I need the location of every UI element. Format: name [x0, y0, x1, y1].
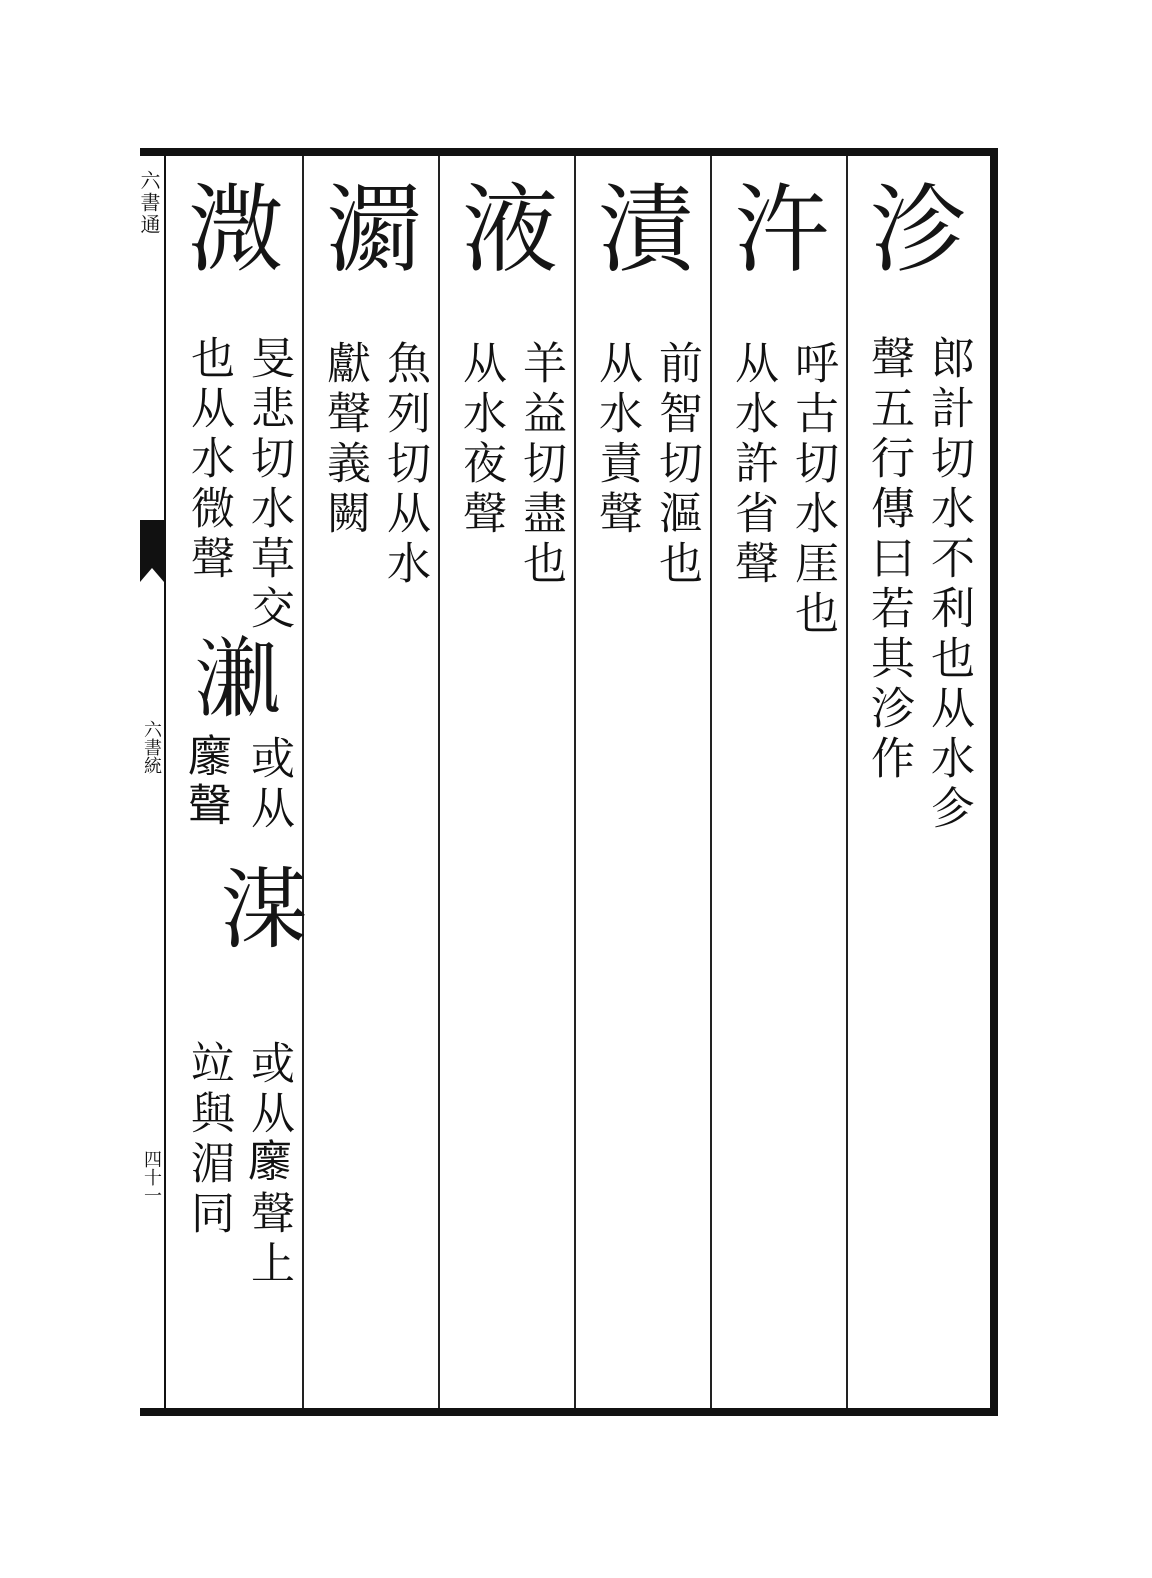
gloss-line: 呼古切水厓也 [787, 340, 838, 640]
gloss-line: 郎計切水不利也从水㐱 [923, 335, 974, 835]
frame-bottom-border [140, 1408, 998, 1416]
gloss-line: 羊益切盡也 [515, 340, 566, 590]
seal-head-character: 漬 [598, 174, 694, 286]
margin-page-number: 四十一 [141, 1150, 162, 1204]
gloss-line: 从水責聲 [591, 340, 642, 540]
fish-tail-mark [140, 520, 164, 568]
seal-head-character: 溦 [188, 174, 284, 286]
entry-column-2 [714, 160, 850, 1400]
gloss-line: 或从𪎭聲上 [243, 1040, 294, 1290]
margin-juan-title: 六書統 [141, 720, 162, 774]
gloss-line: 竝與湄同 [183, 1040, 234, 1240]
seal-head-character: 瀱 [326, 174, 422, 286]
seal-head-character: 液 [462, 174, 558, 286]
margin-book-title: 六書通 [137, 170, 161, 236]
frame-right-border [990, 148, 998, 1416]
seal-variant-character: 𣽳 [193, 628, 282, 731]
seal-variant-character: 湈 [219, 858, 308, 961]
margin-strip [137, 156, 164, 1408]
gloss-line: 前智切漚也 [651, 340, 702, 590]
entry-column-3 [578, 160, 714, 1400]
gloss-line: 旻悲切水草交 [243, 335, 294, 635]
frame-top-border [140, 148, 998, 156]
entry-column-4 [442, 160, 578, 1400]
gloss-line: 从水許省聲 [727, 340, 778, 590]
entry-column-1 [850, 160, 986, 1400]
entry-column-6 [168, 160, 308, 1400]
gloss-line: 獻聲義闕 [319, 340, 370, 540]
variant-note: 或从 [243, 735, 294, 835]
variant-note: 𪎭聲 [183, 735, 234, 835]
margin-rule [164, 156, 166, 1408]
gloss-line: 聲五行傳曰若其沴作 [863, 335, 914, 785]
entry-column-5 [306, 160, 442, 1400]
seal-head-character: 汻 [734, 174, 830, 286]
gloss-line: 魚列切从水 [379, 340, 430, 590]
seal-head-character: 沴 [870, 174, 966, 286]
gloss-line: 也从水微聲 [183, 335, 234, 585]
gloss-line: 从水夜聲 [455, 340, 506, 540]
